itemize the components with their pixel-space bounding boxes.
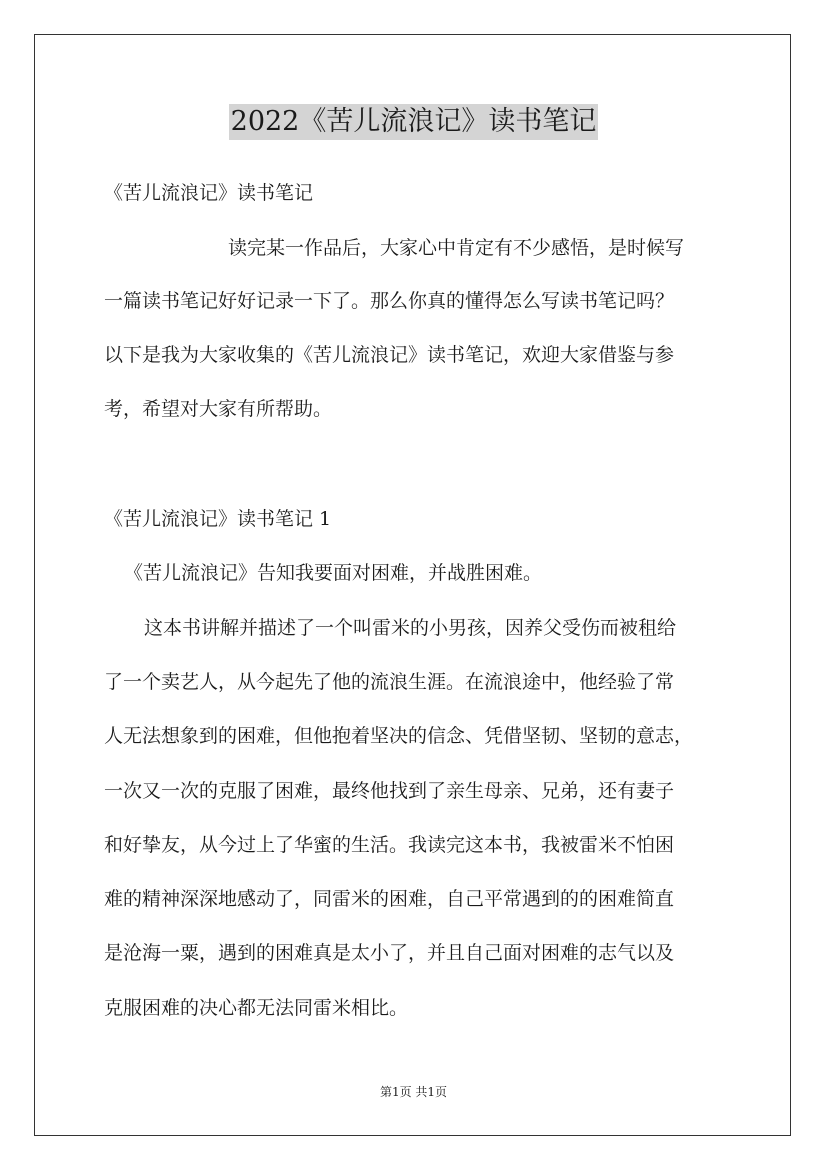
body-line-4: 一次又一次的克服了困难，最终他找到了亲生母亲、兄弟，还有妻子 [104, 780, 675, 802]
body-line-1: 这本书讲解并描述了一个叫雷米的小男孩，因养父受伤而被租给 [144, 617, 677, 639]
page-footer: 第1页 共1页 [379, 1085, 448, 1099]
intro-line-2: 一篇读书笔记好好记录一下了。那么你真的懂得怎么写读书笔记吗？ [104, 290, 675, 312]
intro-line-4: 考，希望对大家有所帮助。 [104, 398, 333, 420]
body-line-8: 克服困难的决心都无法同雷米相比。 [104, 997, 409, 1019]
body-line-3: 人无法想象到的困难，但他抱着坚决的信念、凭借坚韧、坚韧的意志， [104, 725, 694, 747]
document-title: 2022《苦儿流浪记》读书笔记 [229, 104, 599, 140]
intro-line-1: 读完某一作品后，大家心中肯定有不少感悟，是时候写 [228, 237, 685, 259]
section-lead: 《苦儿流浪记》告知我要面对困难，并战胜困难。 [124, 562, 543, 584]
body-line-6: 难的精神深深地感动了，同雷米的困难，自己平常遇到的的困难简直 [104, 888, 675, 910]
document-title-container [0, 104, 827, 140]
body-line-2: 了一个卖艺人，从今起先了他的流浪生涯。在流浪途中，他经验了常 [104, 671, 675, 693]
intro-line-3: 以下是我为大家收集的《苦儿流浪记》读书笔记，欢迎大家借鉴与参 [104, 344, 675, 366]
section-heading: 《苦儿流浪记》读书笔记 1 [104, 508, 332, 530]
document-subtitle: 《苦儿流浪记》读书笔记 [104, 182, 314, 204]
body-line-7: 是沧海一粟，遇到的困难真是太小了，并且自己面对困难的志气以及 [104, 942, 675, 964]
body-line-5: 和好挚友，从今过上了华蜜的生活。我读完这本书，我被雷米不怕困 [104, 834, 675, 856]
